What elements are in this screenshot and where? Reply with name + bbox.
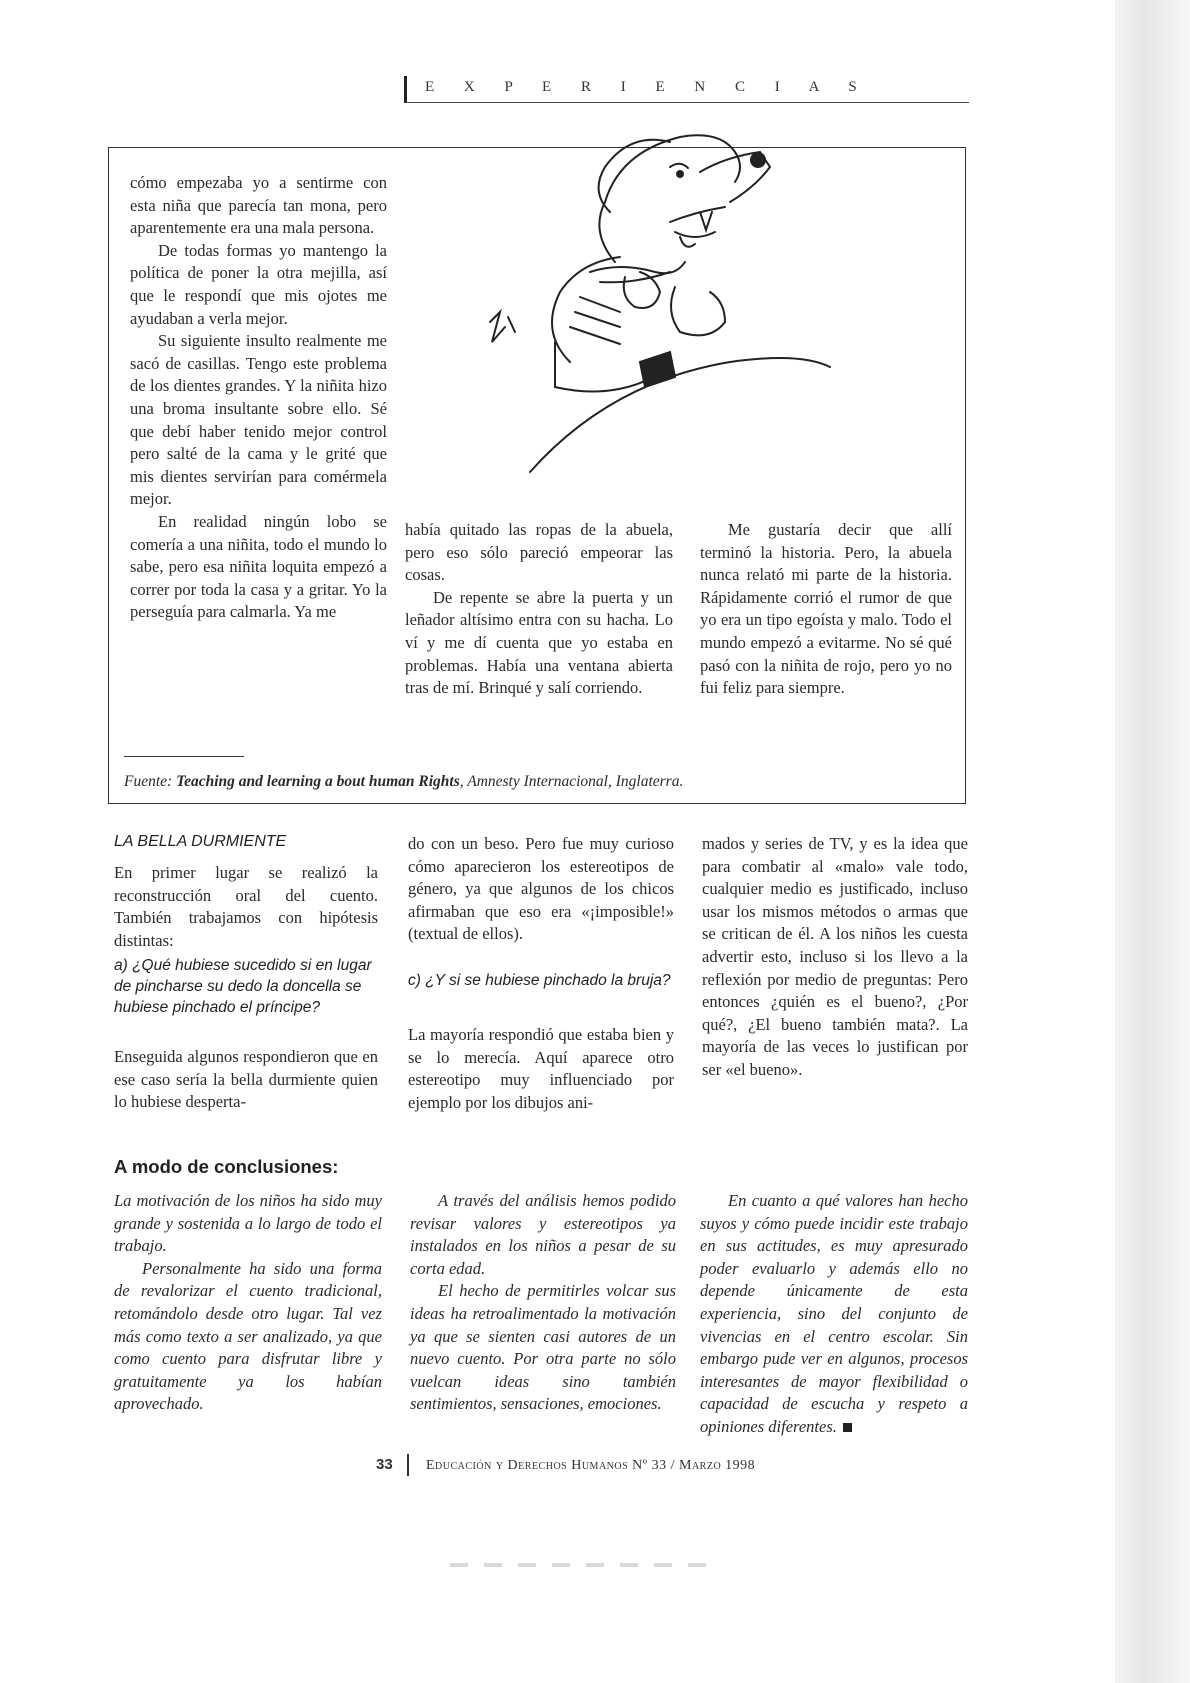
bella-title: LA BELLA DURMIENTE xyxy=(114,833,287,850)
end-square-icon xyxy=(843,1423,852,1432)
conclusions-column-1 xyxy=(114,1190,382,1416)
conclusions-title: A modo de conclusiones: xyxy=(114,1156,339,1177)
bella-intro-text: En primer lugar se realizó la reconstrucción oral del cuento. También trabajamos con hipótesis distintas: xyxy=(114,863,378,950)
story-paragraph: Me gustaría decir que allí terminó la historia. Pero, la abuela nunca relató mi parte de la historia. Rápidamente corrió el rumor de que yo era un tipo egoísta y malo. Todo el mundo empezó a evitarme. No sé qué pasó con la niñita de rojo, pero yo no fui feliz para siempre. xyxy=(700,520,952,698)
bella-answer-c xyxy=(408,1024,674,1114)
footer-divider xyxy=(407,1454,409,1476)
page-number: 33 xyxy=(376,1456,393,1473)
story-column-3 xyxy=(700,519,952,700)
conclusions-paragraph: En cuanto a qué valores han hecho suyos y cómo puede incidir este trabajo en sus actitudes, es muy apresurado poder evaluarlo y además ello no depende únicamente de esta experiencia, sino del conjunto de vivencias en el centro escolar. Sin embargo pude ver en algunos, procesos interesantes de mayor flexibilidad o capacidad de escucha y respeto a opiniones diferentes. xyxy=(700,1191,968,1436)
story-paragraph: Su siguiente insulto realmente me sacó de casillas. Tengo este problema de los dientes grandes. Y la niñita hizo una broma insultante sobre ello. Sé que debí haber tenido mejor control pero salté de la cama y le grité que mis dientes servirían para comérmela mejor. xyxy=(130,331,387,509)
page-footer xyxy=(374,1456,934,1480)
story-paragraph: En realidad ningún lobo se comería a una niñita, todo el mundo lo sabe, pero esa niñita loquita empezó a correr por toda la casa y a gritar. Yo la perseguía para calmarla. Ya me xyxy=(130,511,387,622)
conclusions-paragraph: La motivación de los niños ha sido muy grande y sostenida a lo largo de todo el trabajo. xyxy=(114,1191,382,1256)
bella-col2-text: do con un beso. Pero fue muy curioso cómo aparecieron los estereotipos de género, ya que algunos de los chicos afirmaban que eso era «¡imposible!» (textual de ellos). xyxy=(408,834,674,944)
story-column-2 xyxy=(405,519,673,700)
story-paragraph: había quitado las ropas de la abuela, pero eso sólo pareció empeorar las cosas. xyxy=(405,520,673,585)
conclusions-column-2 xyxy=(410,1190,676,1416)
source-rest: , Amnesty Internacional, Inglaterra. xyxy=(459,773,684,790)
bella-question-c: c) ¿Y si se hubiese pinchado la bruja? xyxy=(408,972,671,989)
page-edge-shadow xyxy=(1115,0,1190,1683)
source-divider xyxy=(124,756,244,757)
bella-intro xyxy=(114,862,378,952)
bella-col3-text: mados y series de TV, y es la idea que para combatir al «malo» vale todo, cualquier medio es justificado, incluso usar los mismos métodos o armas que se critican de él. A los niños les cuesta advertir esto, incluso si los llevo a la reflexión por medio de preguntas: Pero entonces ¿quién es el bueno?, ¿Por qué?, ¿El bueno también mata?. La mayoría de las veces lo justifican por ser «el bueno». xyxy=(702,834,968,1079)
section-label: E X P E R I E N C I A S xyxy=(425,79,870,95)
conclusions-paragraph: A través del análisis hemos podido revisar valores y estereotipos ya instalados en los niños a pesar de su corta edad. xyxy=(410,1191,676,1278)
bella-answer-a xyxy=(114,1046,378,1114)
bella-answer-a-text: Enseguida algunos respondieron que en ese caso sería la bella durmiente quien lo hubiese desperta- xyxy=(114,1047,378,1112)
bella-answer-c-text: La mayoría respondió que estaba bien y se lo merecía. Aquí aparece otro estereotipo muy influenciado por ejemplo por los dibujos ani- xyxy=(408,1025,674,1112)
bella-column-3 xyxy=(702,833,968,1082)
scan-smudge xyxy=(450,1563,710,1567)
conclusions-column-3 xyxy=(700,1190,968,1439)
source-title: Teaching and learning a bout human Rights xyxy=(176,773,460,790)
section-header xyxy=(404,76,969,103)
wolf-illustration xyxy=(470,112,890,477)
publication-info: Educación y Derechos Humanos Nº 33 / Marzo 1998 xyxy=(426,1458,756,1473)
story-paragraph: cómo empezaba yo a sentirme con esta niña que parecía tan mona, pero aparentemente era una mala persona. xyxy=(130,173,387,238)
source-credit xyxy=(124,773,944,791)
source-prefix: Fuente: xyxy=(124,773,177,790)
conclusions-paragraph: El hecho de permitirles volcar sus ideas ha retroalimentado la motivación ya que se sienten casi autores de un nuevo cuento. Por otra parte no sólo vuelcan ideas sino también sentimientos, sensaciones, emociones. xyxy=(410,1281,676,1414)
conclusions-paragraph: Personalmente ha sido una forma de revalorizar el cuento tradicional, retomándolo desde otro lugar. Tal vez más como texto a ser analizado, ya que como cuento para disfrutar libre y gratuitamente ya los habían aprovechado. xyxy=(114,1258,382,1414)
story-column-1 xyxy=(130,172,387,624)
story-paragraph: De repente se abre la puerta y un leñador altísimo entra con su hacha. Lo ví y me dí cuenta que yo estaba en problemas. Había una ventana abierta tras de mí. Brinqué y salí corriendo. xyxy=(405,587,673,698)
bella-question-a: a) ¿Qué hubiese sucedido si en lugar de pincharse su dedo la doncella se hubiese pinchado el príncipe? xyxy=(114,957,372,1016)
bella-column-2 xyxy=(408,833,674,946)
story-paragraph: De todas formas yo mantengo la política de poner la otra mejilla, así que le respondí que mis ojotes me ayudaban a verla mejor. xyxy=(130,240,387,328)
